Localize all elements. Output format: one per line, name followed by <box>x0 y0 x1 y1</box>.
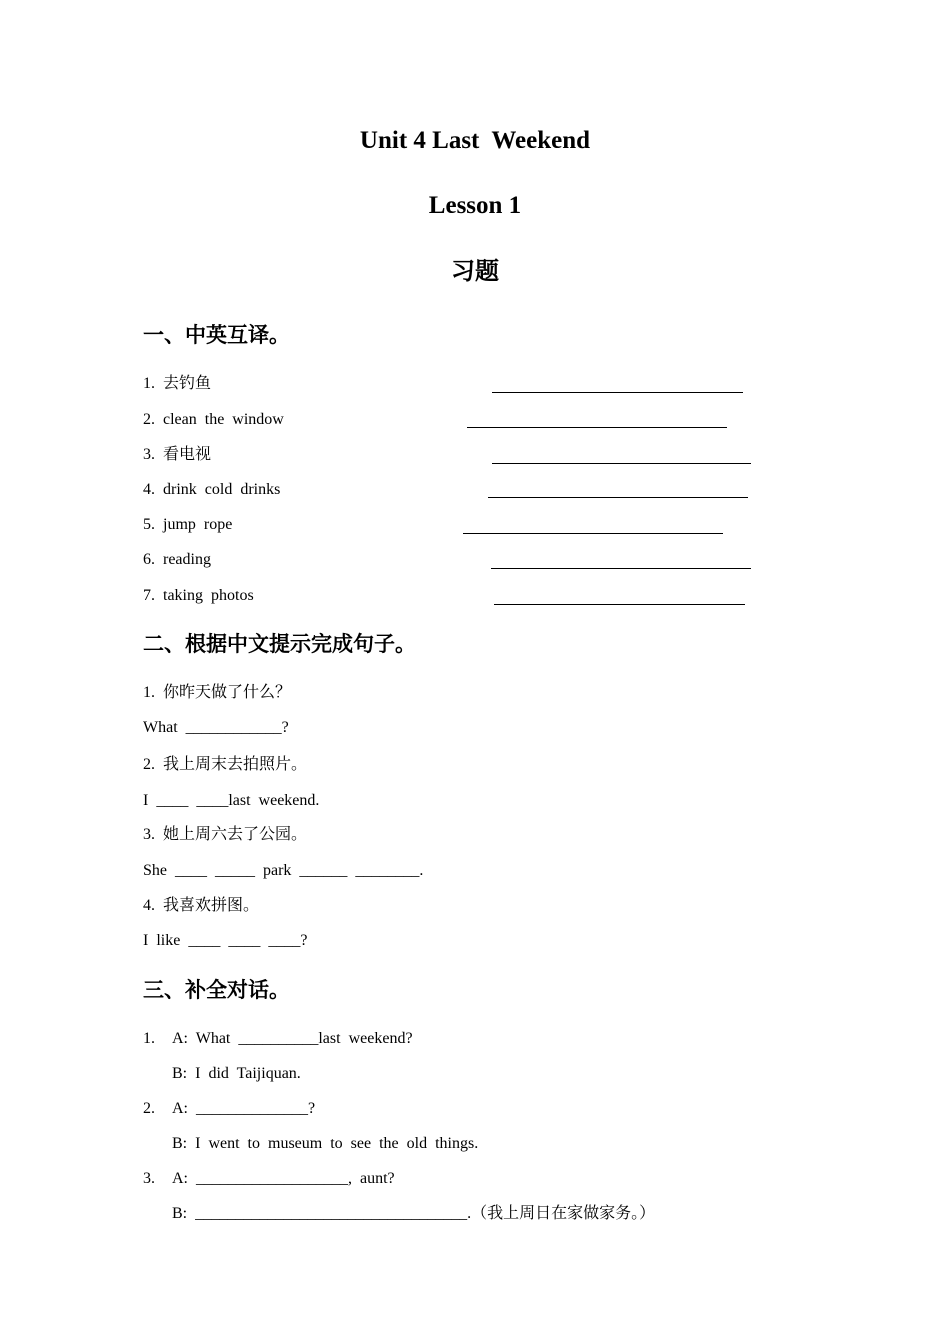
dialog-number: 1. <box>143 1030 155 1047</box>
answer-blank-1[interactable] <box>492 392 743 393</box>
dialog-a-text: A: ______________? <box>172 1100 316 1117</box>
dialog-a-text: A: ___________________, aunt? <box>172 1170 395 1187</box>
dialog-1-line-a[interactable] <box>143 1028 413 1050</box>
translation-item-1: 1. 去钓鱼 <box>143 375 212 392</box>
translation-item-5: 5. jump rope <box>143 516 233 533</box>
translation-item-3: 3. 看电视 <box>143 446 212 463</box>
sentence-answer-4[interactable]: I like ____ ____ ____? <box>143 932 308 949</box>
dialog-3-line-b[interactable]: B: __________________________________.（我上周日在家做家务。） <box>172 1205 656 1222</box>
translation-item-6: 6. reading <box>143 551 211 568</box>
sentence-prompt-4: 4. 我喜欢拼图。 <box>143 897 260 914</box>
dialog-2-line-b: B: I went to museum to see the old things. <box>172 1135 479 1152</box>
sentence-answer-1[interactable]: What ____________? <box>143 719 289 736</box>
answer-blank-3[interactable] <box>492 463 751 464</box>
dialog-number: 3. <box>143 1170 155 1187</box>
sentence-prompt-3: 3. 她上周六去了公园。 <box>143 826 308 843</box>
translation-item-4: 4. drink cold drinks <box>143 481 281 498</box>
answer-blank-5[interactable] <box>463 533 723 534</box>
dialog-2-line-a[interactable] <box>143 1098 315 1120</box>
section1-heading: 一、中英互译。 <box>143 323 290 347</box>
answer-blank-7[interactable] <box>494 604 745 605</box>
exercise-subtitle: 习题 <box>451 257 499 285</box>
dialog-1-line-b: B: I did Taijiquan. <box>172 1065 301 1082</box>
page-title: Unit 4 Last Weekend <box>359 127 591 154</box>
answer-blank-4[interactable] <box>488 497 748 498</box>
sentence-prompt-2: 2. 我上周末去拍照片。 <box>143 756 308 773</box>
sentence-answer-3[interactable]: She ____ _____ park ______ ________. <box>143 862 424 879</box>
translation-item-7: 7. taking photos <box>143 587 254 604</box>
dialog-3-line-a[interactable] <box>143 1168 395 1190</box>
translation-item-2: 2. clean the window <box>143 411 284 428</box>
answer-blank-2[interactable] <box>467 427 727 428</box>
sentence-prompt-1: 1. 你昨天做了什么？ <box>143 684 292 701</box>
dialog-a-text: A: What __________last weekend? <box>172 1030 413 1047</box>
answer-blank-6[interactable] <box>491 568 751 569</box>
dialog-number: 2. <box>143 1100 155 1117</box>
section3-heading: 三、补全对话。 <box>143 978 290 1002</box>
section2-heading: 二、根据中文提示完成句子。 <box>143 632 416 656</box>
lesson-title: Lesson 1 <box>428 192 522 219</box>
sentence-answer-2[interactable]: I ____ ____last weekend. <box>143 792 320 809</box>
